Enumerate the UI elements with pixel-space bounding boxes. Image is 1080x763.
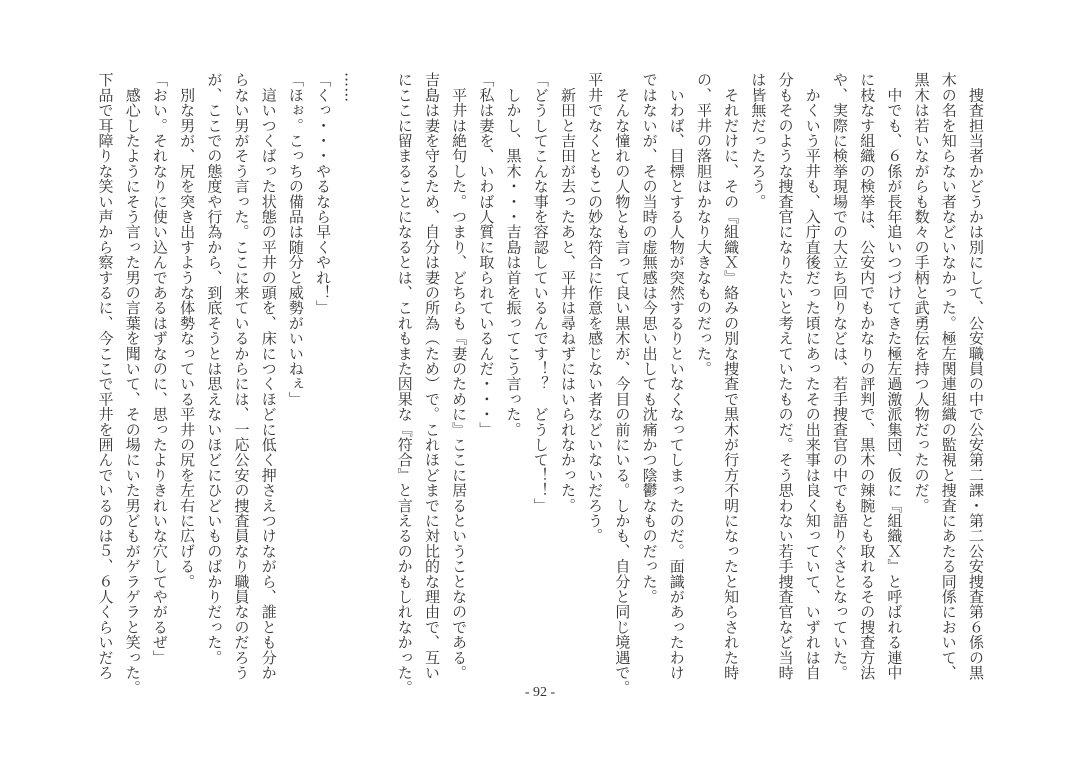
- text-line: に枝なす組織の検挙は、公安内でもかなりの評判で、黒木の辣腕とも取れるその捜査方法: [858, 72, 877, 680]
- text-line: らない男がそう言った。ここに来ているからには、一応公安の捜査員なり職員なのだろう: [232, 72, 251, 680]
- text-line: の、平井の落胆はかなり大きなものだった。: [694, 72, 713, 376]
- text-line: 分もそのような捜査官になりたいと考えていたものだ。そう思わない若手捜査官など当時: [776, 72, 795, 680]
- text-line: 捜査担当者かどうかは別にして、公安職員の中で公安第二課・第二公安捜査第６係の黒: [967, 72, 985, 680]
- blank-line: [363, 72, 390, 678]
- text-line: 這いつくばった状態の平井の頭を、床につくほどに低く押さえつけながら、誰とも分か: [259, 72, 278, 680]
- text-line: 木の名を知らない者などいなかった。極左関連組織の監視と捜査にあたる同係において、: [939, 72, 958, 680]
- text-line: や、実際に検挙現場での大立ち回りなどは、若手捜査官の中でも語りぐさとなっていた。: [830, 72, 849, 680]
- text-line: 中でも、６係が長年追いつづけてきた極左過激派集団、仮に『組織Ｘ』と呼ばれる連中: [885, 72, 904, 680]
- text-line: 平井でなくともこの妙な符合に作意を感じない者などいないだろう。: [586, 72, 605, 544]
- text-line: 「どうしてこんな事を容認しているんです！？ どうして！！」: [531, 72, 550, 513]
- text-line: 別な男が、尻を突き出すような体勢なっている平井の尻を左右に広げる。: [178, 72, 197, 589]
- text-line: 「くっ・・・やるなら早くやれ！」: [314, 72, 333, 316]
- text-line: それだけに、その『組織Ｘ』絡みの別な捜査で黒木が行方不明になったと知らされた時: [722, 72, 741, 680]
- page-number: - 92 -: [524, 685, 556, 700]
- text-line: 黒木は若いながらも数々の手柄と武勇伝を持つ人物だったのだ。: [912, 72, 931, 513]
- text-line: 平井は絶句した。つまり、どちらも『妻のために』ここに居るということなのである。: [450, 72, 469, 680]
- text-line: は皆無だったろう。: [749, 72, 768, 209]
- text-line: 新田と吉田が去ったあと、平井は尋ねずにはいられなかった。: [558, 72, 577, 513]
- text-line: しかし、黒木・・・吉島は首を振ってこう言った。: [504, 72, 523, 437]
- text-line: が、ここでの態度や行為から、到底そうとは思えないほどにひどいものばかりだった。: [205, 72, 224, 665]
- text-line: そんな憧れの人物とも言って良い黒木が、今目の前にいる。しかも、自分と同じ境遇で。: [613, 72, 632, 696]
- text-line: ……: [341, 72, 360, 103]
- text-line: にここに留まることになるとは、これもまた因果な『符合』と言えるのかもしれなかった。: [395, 72, 414, 696]
- text-line: 下品で耳障りな笑い声から察するに、今ここで平井を囲んでいるのは５、６人くらいだろ: [96, 72, 115, 680]
- text-line: ではないが、その当時の虚無感は今思い出しても沈痛かつ陰鬱なものだった。: [640, 72, 659, 604]
- text-line: 感心したようにそう言った男の言葉を聞いて、その場にいた男どもがゲラゲラと笑った。: [123, 72, 142, 696]
- text-line: かくいう平井も、入庁直後だった頃にあったその出来事は良く知っていて、いずれは自: [803, 72, 822, 680]
- text-line: 吉島は妻を守るため、自分は妻の所為（ため）で。これほどまでに対比的な理由で、互い: [422, 72, 441, 680]
- text-line: 「ほぉ。こっちの備品は随分と威勢がいいねぇ」: [286, 72, 305, 407]
- text-line: 「おい。それなりに使い込んであるはずなのに、思ったよりきれいな穴してやがるぜ」: [150, 72, 169, 665]
- text-line: いわば、目標とする人物が突然するりといなくなってしまったのだ。面識があったわけ: [667, 72, 686, 680]
- text-line: 「私は妻を、いわば人質に取られているんだ・・・」: [477, 72, 496, 437]
